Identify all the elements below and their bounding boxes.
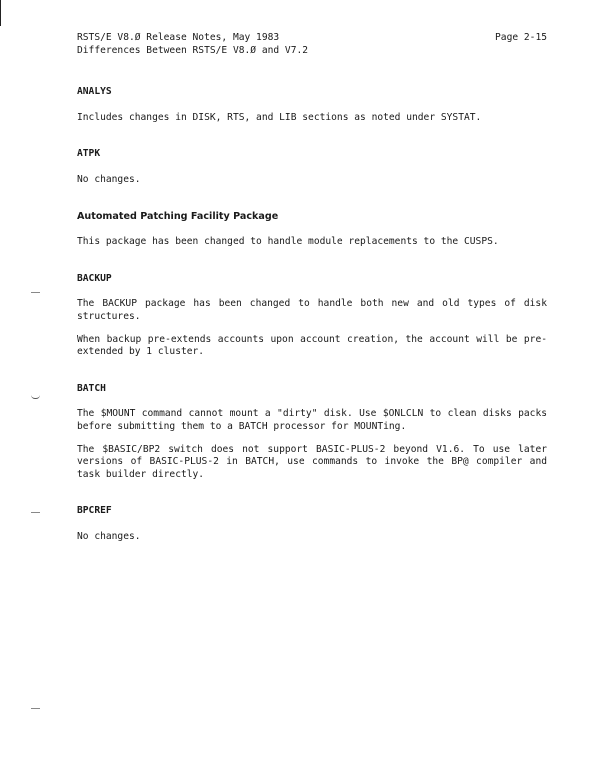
paragraph-atpk: No changes. <box>77 173 141 185</box>
paragraph-analys: Includes changes in DISK, RTS, and LIB sections as noted under SYSTAT. <box>77 111 482 123</box>
paragraph-backup-1: The BACKUP package has been changed to handle both new and old types of disk structures. <box>77 298 547 322</box>
paragraph-apfp: This package has been changed to handle module replacements to the CUSPS. <box>77 236 499 248</box>
paragraph-batch-2: The $BASIC/BP2 switch does not support BASIC-PLUS-2 beyond V1.6. To use later versions of BASIC-PLUS-2 in BATCH, use commands to invoke the BP@ compiler and task builder directly. <box>77 443 547 480</box>
section-title-atpk: ATPK <box>77 148 101 160</box>
section-title-batch: BATCH <box>77 382 106 394</box>
margin-mark <box>31 512 40 513</box>
paragraph-backup-2: When backup pre-extends accounts upon account creation, the account will be pre-extended by 1 cluster. <box>77 333 547 358</box>
margin-mark <box>31 292 40 293</box>
header-title: RSTS/E V8.Ø Release Notes, May 1983 <box>77 32 280 43</box>
paragraph-batch-1: The $MOUNT command cannot mount a "dirty" disk. Use $ONLCLN to clean disks packs before submitting them to a BATCH processor for MOUNTing. <box>77 408 547 432</box>
page-edge-line <box>0 0 1 26</box>
page-number: Page 2-15 <box>495 32 547 43</box>
section-title-apfp: Automated Patching Facility Package <box>77 210 279 222</box>
section-title-analys: ANALYS <box>77 86 112 98</box>
paragraph-bpcref: No changes. <box>77 530 141 542</box>
margin-mark <box>31 395 40 399</box>
running-header <box>77 32 547 45</box>
header-subtitle: Differences Between RSTS/E V8.Ø and V7.2 <box>77 44 309 56</box>
document-page <box>77 32 547 553</box>
margin-mark <box>31 708 40 709</box>
section-title-bpcref: BPCREF <box>77 505 112 517</box>
section-title-backup: BACKUP <box>77 272 112 284</box>
